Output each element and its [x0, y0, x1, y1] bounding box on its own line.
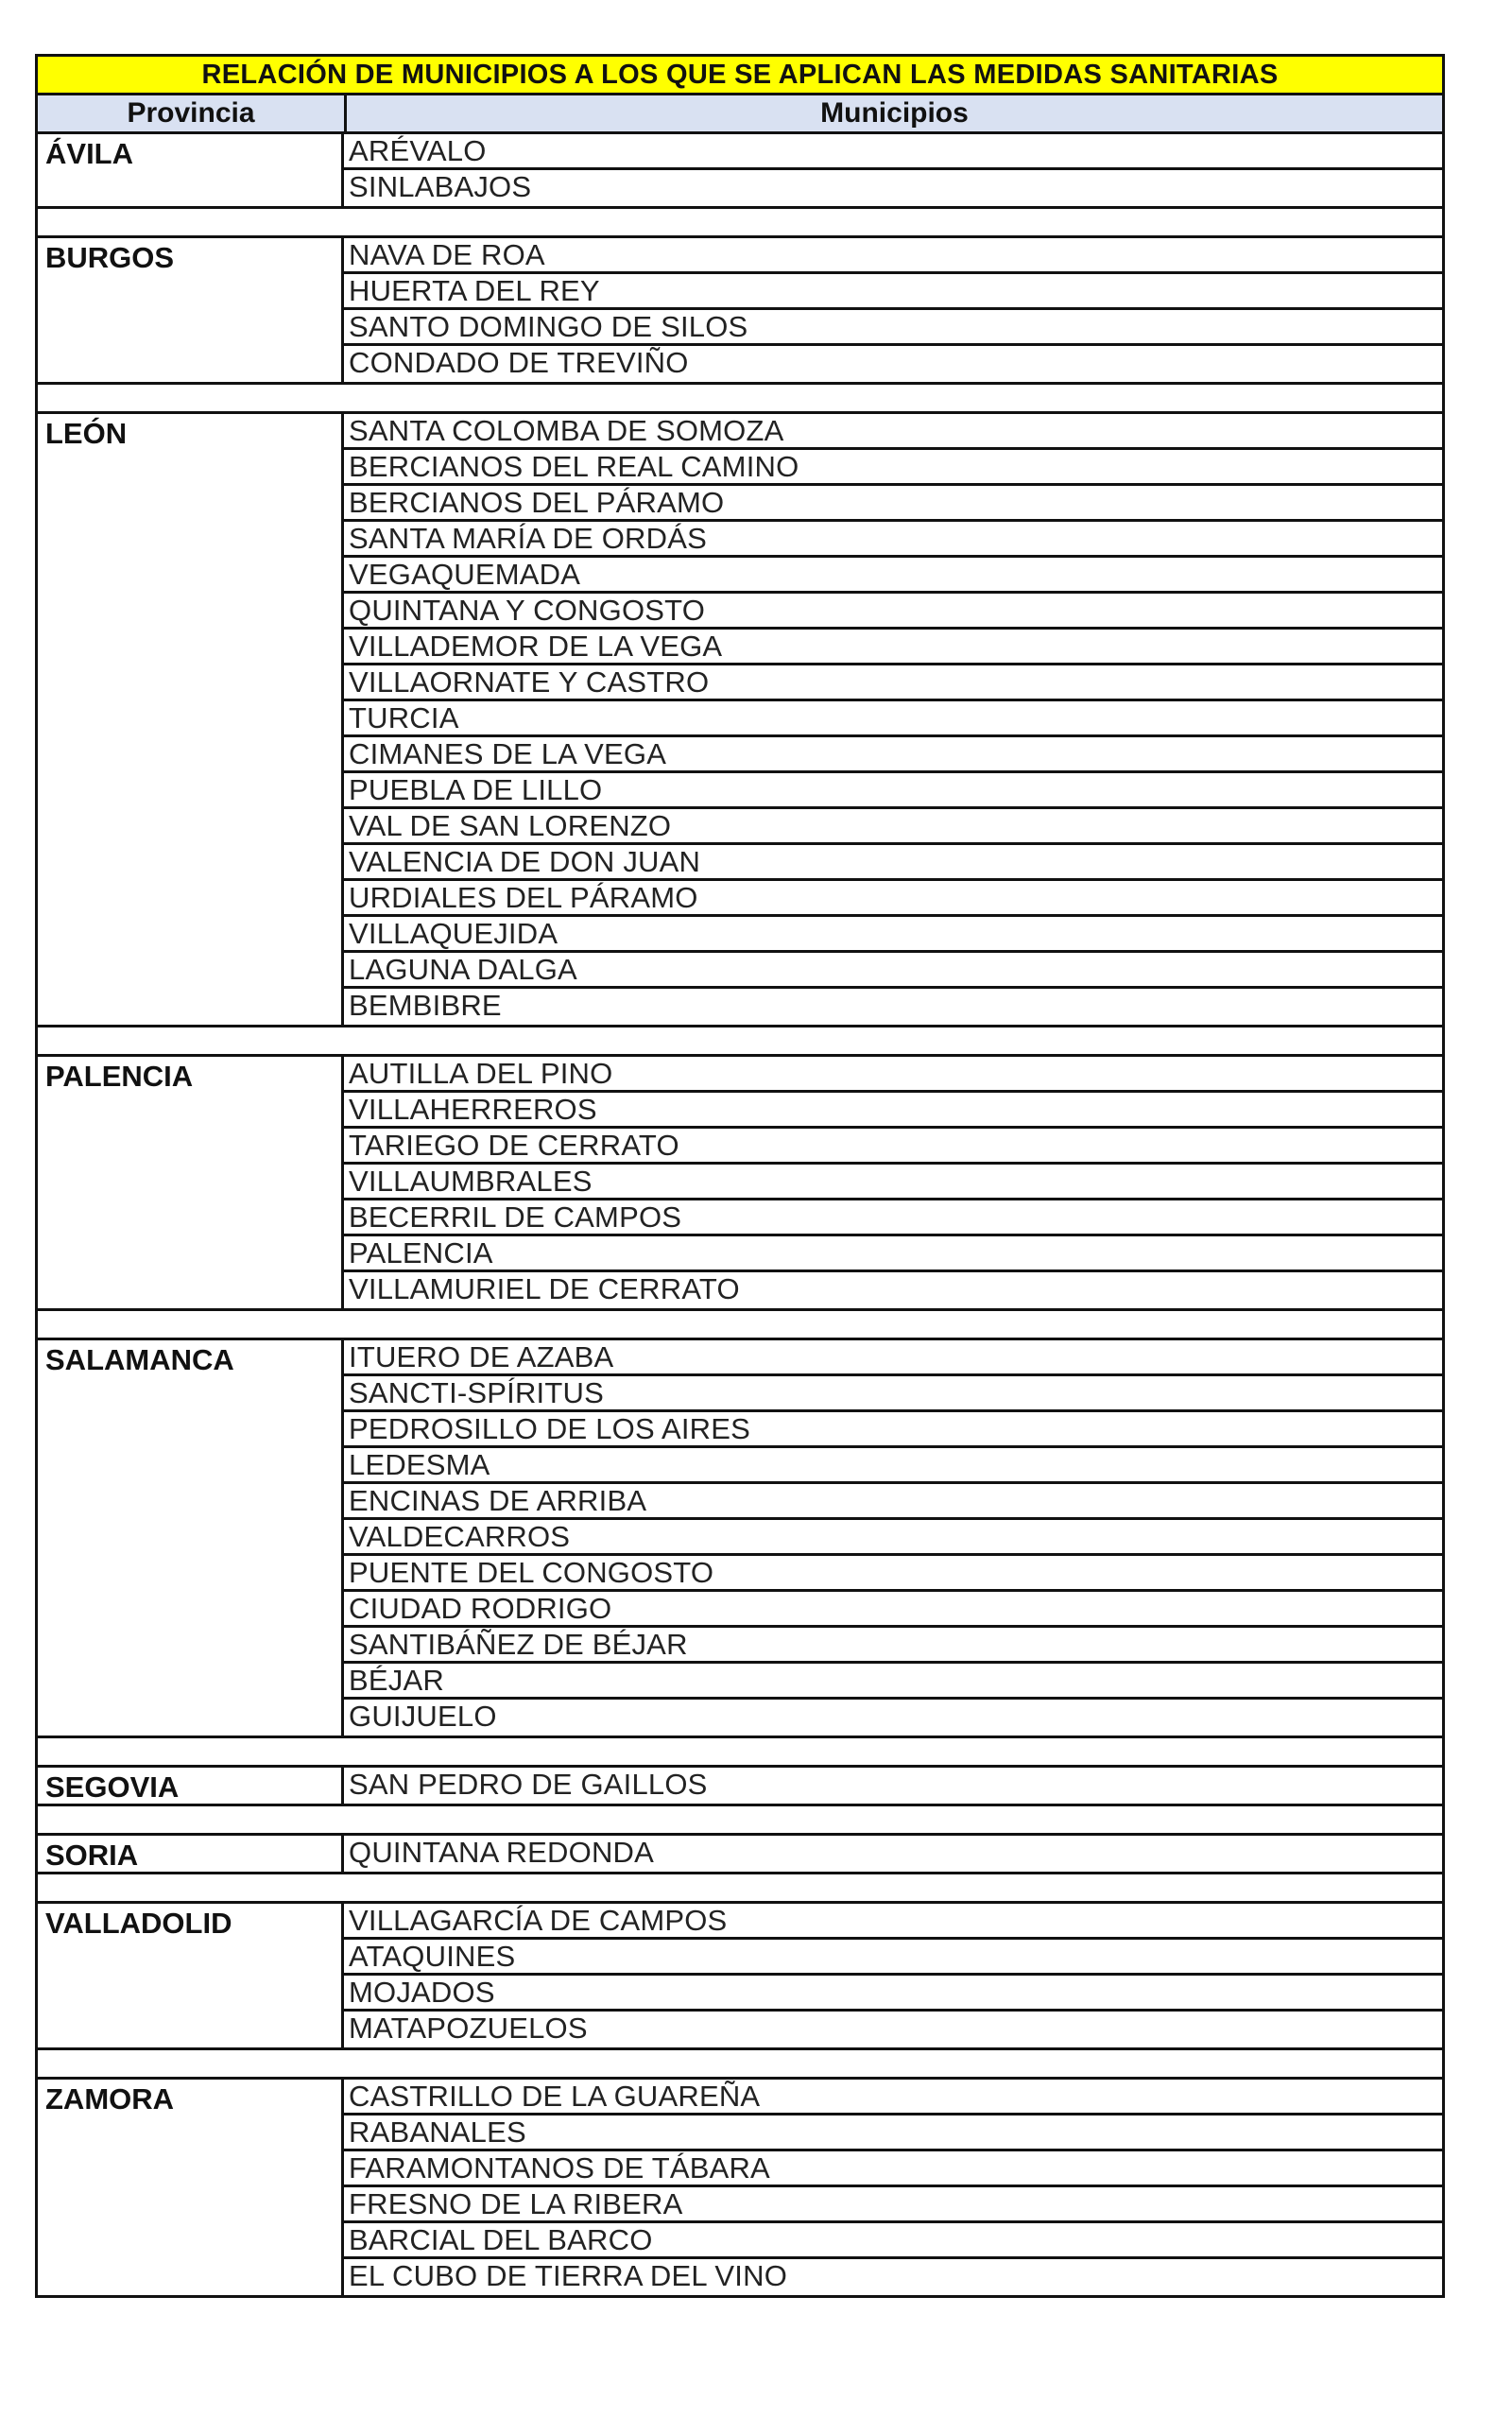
municipality-row: VALDECARROS: [344, 1520, 1442, 1556]
municipality-row: BERCIANOS DEL REAL CAMINO: [344, 450, 1442, 486]
municipality-row: SANCTI-SPÍRITUS: [344, 1376, 1442, 1412]
municipality-list: [344, 1057, 1442, 1308]
municipality-row: TARIEGO DE CERRATO: [344, 1129, 1442, 1165]
group-separator: [38, 1806, 1442, 1836]
municipality-row: LEDESMA: [344, 1448, 1442, 1484]
municipality-row: HUERTA DEL REY: [344, 274, 1442, 310]
municipality-row: QUINTANA REDONDA: [349, 1836, 654, 1869]
province-name: PALENCIA: [38, 1057, 344, 1308]
municipality-row: QUINTANA Y CONGOSTO: [344, 594, 1442, 630]
municipality-row: BERCIANOS DEL PÁRAMO: [344, 486, 1442, 522]
municipality-row: VILLAHERREROS: [344, 1093, 1442, 1129]
municipality-row: PEDROSILLO DE LOS AIRES: [344, 1412, 1442, 1448]
municipality-row: NAVA DE ROA: [344, 238, 1442, 274]
municipality-row: GUIJUELO: [349, 1700, 497, 1733]
municipality-row: RABANALES: [344, 2116, 1442, 2151]
province-group: [38, 1768, 1442, 1806]
municipality-row: LAGUNA DALGA: [344, 953, 1442, 989]
province-name: BURGOS: [38, 238, 344, 382]
province-name: LEÓN: [38, 414, 344, 1025]
municipality-row: PUEBLA DE LILLO: [344, 773, 1442, 809]
table-header: [38, 95, 1442, 134]
province-group: [38, 2080, 1442, 2295]
municipality-row: BARCIAL DEL BARCO: [344, 2223, 1442, 2259]
municipality-row: VILLAGARCÍA DE CAMPOS: [344, 1904, 1442, 1940]
municipality-list: [344, 1904, 1442, 2047]
group-separator: [38, 1311, 1442, 1340]
municipality-row: SAN PEDRO DE GAILLOS: [349, 1768, 708, 1801]
group-separator: [38, 1874, 1442, 1904]
municipality-row: URDIALES DEL PÁRAMO: [344, 881, 1442, 917]
municipality-row: SANTIBÁÑEZ DE BÉJAR: [344, 1628, 1442, 1664]
province-group: [38, 1340, 1442, 1738]
municipalities-table: [35, 54, 1445, 2298]
province-group: [38, 134, 1442, 209]
municipality-row: VALENCIA DE DON JUAN: [344, 845, 1442, 881]
province-group: [38, 1057, 1442, 1311]
province-name: ÁVILA: [38, 134, 344, 206]
municipality-row: FRESNO DE LA RIBERA: [344, 2187, 1442, 2223]
municipality-row: VEGAQUEMADA: [344, 558, 1442, 594]
municipality-row: VILLAQUEJIDA: [344, 917, 1442, 953]
province-name: VALLADOLID: [38, 1904, 344, 2047]
province-name: SEGOVIA: [38, 1768, 344, 1804]
municipality-row: ATAQUINES: [344, 1940, 1442, 1976]
municipality-list: [344, 414, 1442, 1025]
header-provincia: Provincia: [38, 95, 347, 131]
municipality-row: EL CUBO DE TIERRA DEL VINO: [349, 2259, 788, 2292]
header-municipios: Municipios: [820, 97, 969, 129]
municipality-row: FARAMONTANOS DE TÁBARA: [344, 2151, 1442, 2187]
municipality-row: BECERRIL DE CAMPOS: [344, 1200, 1442, 1236]
province-name: ZAMORA: [38, 2080, 344, 2295]
municipality-row: ENCINAS DE ARRIBA: [344, 1484, 1442, 1520]
municipality-row: CIMANES DE LA VEGA: [344, 737, 1442, 773]
municipality-row: ARÉVALO: [344, 134, 1442, 170]
province-group: [38, 1904, 1442, 2050]
group-separator: [38, 1738, 1442, 1768]
municipality-row: CASTRILLO DE LA GUAREÑA: [344, 2080, 1442, 2116]
province-group: [38, 238, 1442, 385]
province-name: SORIA: [38, 1836, 344, 1872]
municipality-row: PALENCIA: [344, 1236, 1442, 1272]
municipality-list: [344, 1836, 1442, 1872]
municipality-list: [344, 2080, 1442, 2295]
group-separator: [38, 209, 1442, 238]
province-group: [38, 414, 1442, 1028]
province-name: SALAMANCA: [38, 1340, 344, 1736]
municipality-list: [344, 238, 1442, 382]
municipality-row: SANTO DOMINGO DE SILOS: [344, 310, 1442, 346]
municipality-row: VILLADEMOR DE LA VEGA: [344, 630, 1442, 665]
municipality-row: AUTILLA DEL PINO: [344, 1057, 1442, 1093]
municipality-row: BEMBIBRE: [349, 989, 502, 1022]
municipality-row: VAL DE SAN LORENZO: [344, 809, 1442, 845]
group-separator: [38, 1028, 1442, 1057]
municipality-row: TURCIA: [344, 701, 1442, 737]
table-title: RELACIÓN DE MUNICIPIOS A LOS QUE SE APLICAN LAS MEDIDAS SANITARIAS: [38, 57, 1442, 95]
municipality-row: CONDADO DE TREVIÑO: [349, 346, 689, 379]
municipality-row: VILLAUMBRALES: [344, 1165, 1442, 1200]
group-separator: [38, 385, 1442, 414]
municipality-row: PUENTE DEL CONGOSTO: [344, 1556, 1442, 1592]
municipality-row: BÉJAR: [344, 1664, 1442, 1700]
municipality-row: MOJADOS: [344, 1976, 1442, 2012]
municipality-row: CIUDAD RODRIGO: [344, 1592, 1442, 1628]
municipality-row: SANTA MARÍA DE ORDÁS: [344, 522, 1442, 558]
province-groups: [38, 134, 1442, 2295]
group-separator: [38, 2050, 1442, 2080]
municipality-row: SINLABAJOS: [349, 170, 532, 203]
municipality-list: [344, 1340, 1442, 1736]
municipality-row: ITUERO DE AZABA: [344, 1340, 1442, 1376]
municipality-list: [344, 134, 1442, 206]
municipality-row: VILLAORNATE Y CASTRO: [344, 665, 1442, 701]
municipality-list: [344, 1768, 1442, 1804]
municipality-row: VILLAMURIEL DE CERRATO: [349, 1272, 740, 1305]
municipality-row: MATAPOZUELOS: [349, 2012, 588, 2045]
province-group: [38, 1836, 1442, 1874]
municipality-row: SANTA COLOMBA DE SOMOZA: [344, 414, 1442, 450]
